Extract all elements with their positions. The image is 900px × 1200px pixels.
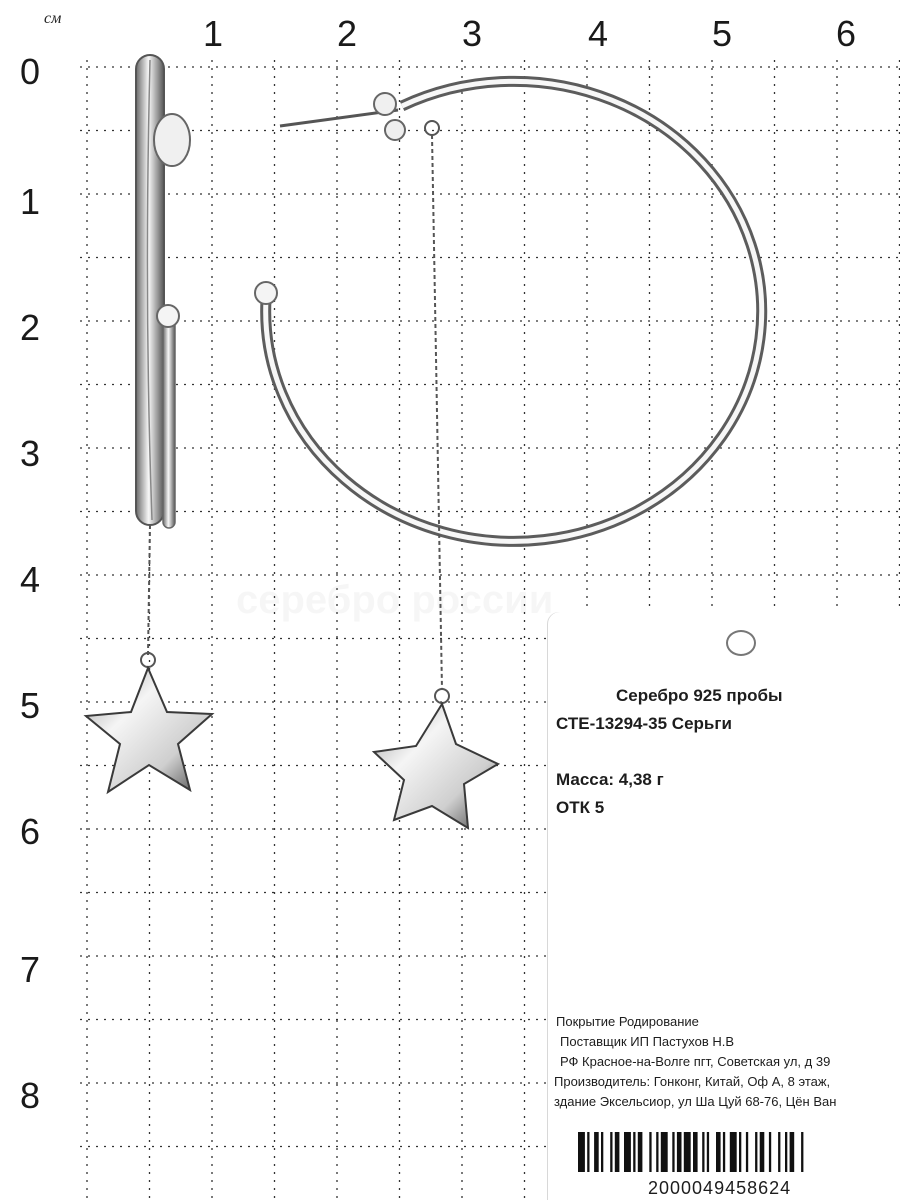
ruler-left-mark-5: 5: [20, 685, 41, 726]
barcode-bar: [624, 1132, 631, 1172]
barcode-bar: [649, 1132, 651, 1172]
barcode-bar: [707, 1132, 709, 1172]
ruler-left-mark-8: 8: [20, 1075, 41, 1116]
barcode-bar: [702, 1132, 704, 1172]
barcode-bar: [656, 1132, 658, 1172]
label-mass: Масса: 4,38 г: [556, 770, 664, 789]
label-address: РФ Красное-на-Волге пгт, Советская ул, д 39: [560, 1054, 831, 1069]
barcode-bar: [578, 1132, 585, 1172]
hang-hole: [726, 630, 756, 656]
side-chain: [148, 525, 150, 655]
side-star: [86, 668, 212, 792]
barcode-bar: [801, 1132, 803, 1172]
barcode-bar: [661, 1132, 668, 1172]
barcode-bar: [730, 1132, 737, 1172]
ruler-top-mark-6: 6: [836, 13, 857, 54]
front-hoop-highlight: [266, 81, 762, 541]
barcode-bar: [723, 1132, 725, 1172]
barcode-bar: [594, 1132, 599, 1172]
side-jump-ring: [141, 653, 155, 667]
front-chain: [432, 135, 442, 690]
barcode-bar: [778, 1132, 780, 1172]
barcode-bar: [633, 1132, 635, 1172]
ruler-left-mark-6: 6: [20, 811, 41, 852]
front-end-ball: [255, 282, 277, 304]
label-coating: Покрытие Родирование: [556, 1014, 699, 1029]
barcode-number: 2000049458624: [648, 1178, 792, 1198]
label-supplier: Поставщик ИП Пастухов Н.В: [560, 1034, 735, 1049]
product-label-card: [548, 612, 900, 1200]
barcode-bar: [677, 1132, 682, 1172]
front-post-ball-2: [385, 120, 405, 140]
barcode-bar: [790, 1132, 795, 1172]
barcode-bar: [601, 1132, 603, 1172]
ruler-left-mark-3: 3: [20, 433, 41, 474]
ruler-left-mark-0: 0: [20, 51, 41, 92]
side-end-ball: [157, 305, 179, 327]
ruler-left-mark-1: 1: [20, 181, 41, 222]
ruler-unit-label: см: [44, 10, 62, 27]
barcode-bar: [746, 1132, 748, 1172]
ruler-left-mark-7: 7: [20, 949, 41, 990]
barcode-bar: [672, 1132, 674, 1172]
barcode: [578, 1132, 892, 1172]
barcode-bar: [769, 1132, 771, 1172]
barcode-bar: [785, 1132, 787, 1172]
barcode-bar: [610, 1132, 612, 1172]
front-chain-ring: [425, 121, 439, 135]
barcode-bar: [587, 1132, 589, 1172]
ruler-top-mark-4: 4: [588, 13, 609, 54]
earring-side-view: [86, 55, 212, 792]
front-star: [374, 704, 498, 828]
barcode-bar: [760, 1132, 765, 1172]
ruler-top-mark-3: 3: [462, 13, 483, 54]
barcode-bar: [755, 1132, 757, 1172]
label-manufacturer: Производитель: Гонконг, Китай, Оф А, 8 этаж,: [554, 1074, 831, 1089]
ruler-left-mark-4: 4: [20, 559, 41, 600]
ruler-top-mark-2: 2: [337, 13, 358, 54]
label-building: здание Эксельсиор, ул Ша Цуй 68-76, Цён Ван: [554, 1094, 837, 1109]
label-otk: ОТК 5: [556, 798, 605, 817]
ruler-top-mark-1: 1: [203, 13, 224, 54]
barcode-bar: [739, 1132, 741, 1172]
label-material: Серебро 925 пробы: [616, 686, 783, 705]
barcode-bar: [684, 1132, 691, 1172]
ruler-left-mark-2: 2: [20, 307, 41, 348]
side-post-ball: [154, 114, 190, 166]
side-inner-bar: [163, 318, 175, 528]
front-post-ball: [374, 93, 396, 115]
barcode-bar: [615, 1132, 620, 1172]
barcode-bar: [638, 1132, 643, 1172]
label-article: СТЕ-13294-35 Серьги: [556, 714, 732, 733]
barcode-bar: [716, 1132, 721, 1172]
front-jump-ring: [435, 689, 449, 703]
ruler-top-mark-5: 5: [712, 13, 733, 54]
barcode-bar: [693, 1132, 698, 1172]
